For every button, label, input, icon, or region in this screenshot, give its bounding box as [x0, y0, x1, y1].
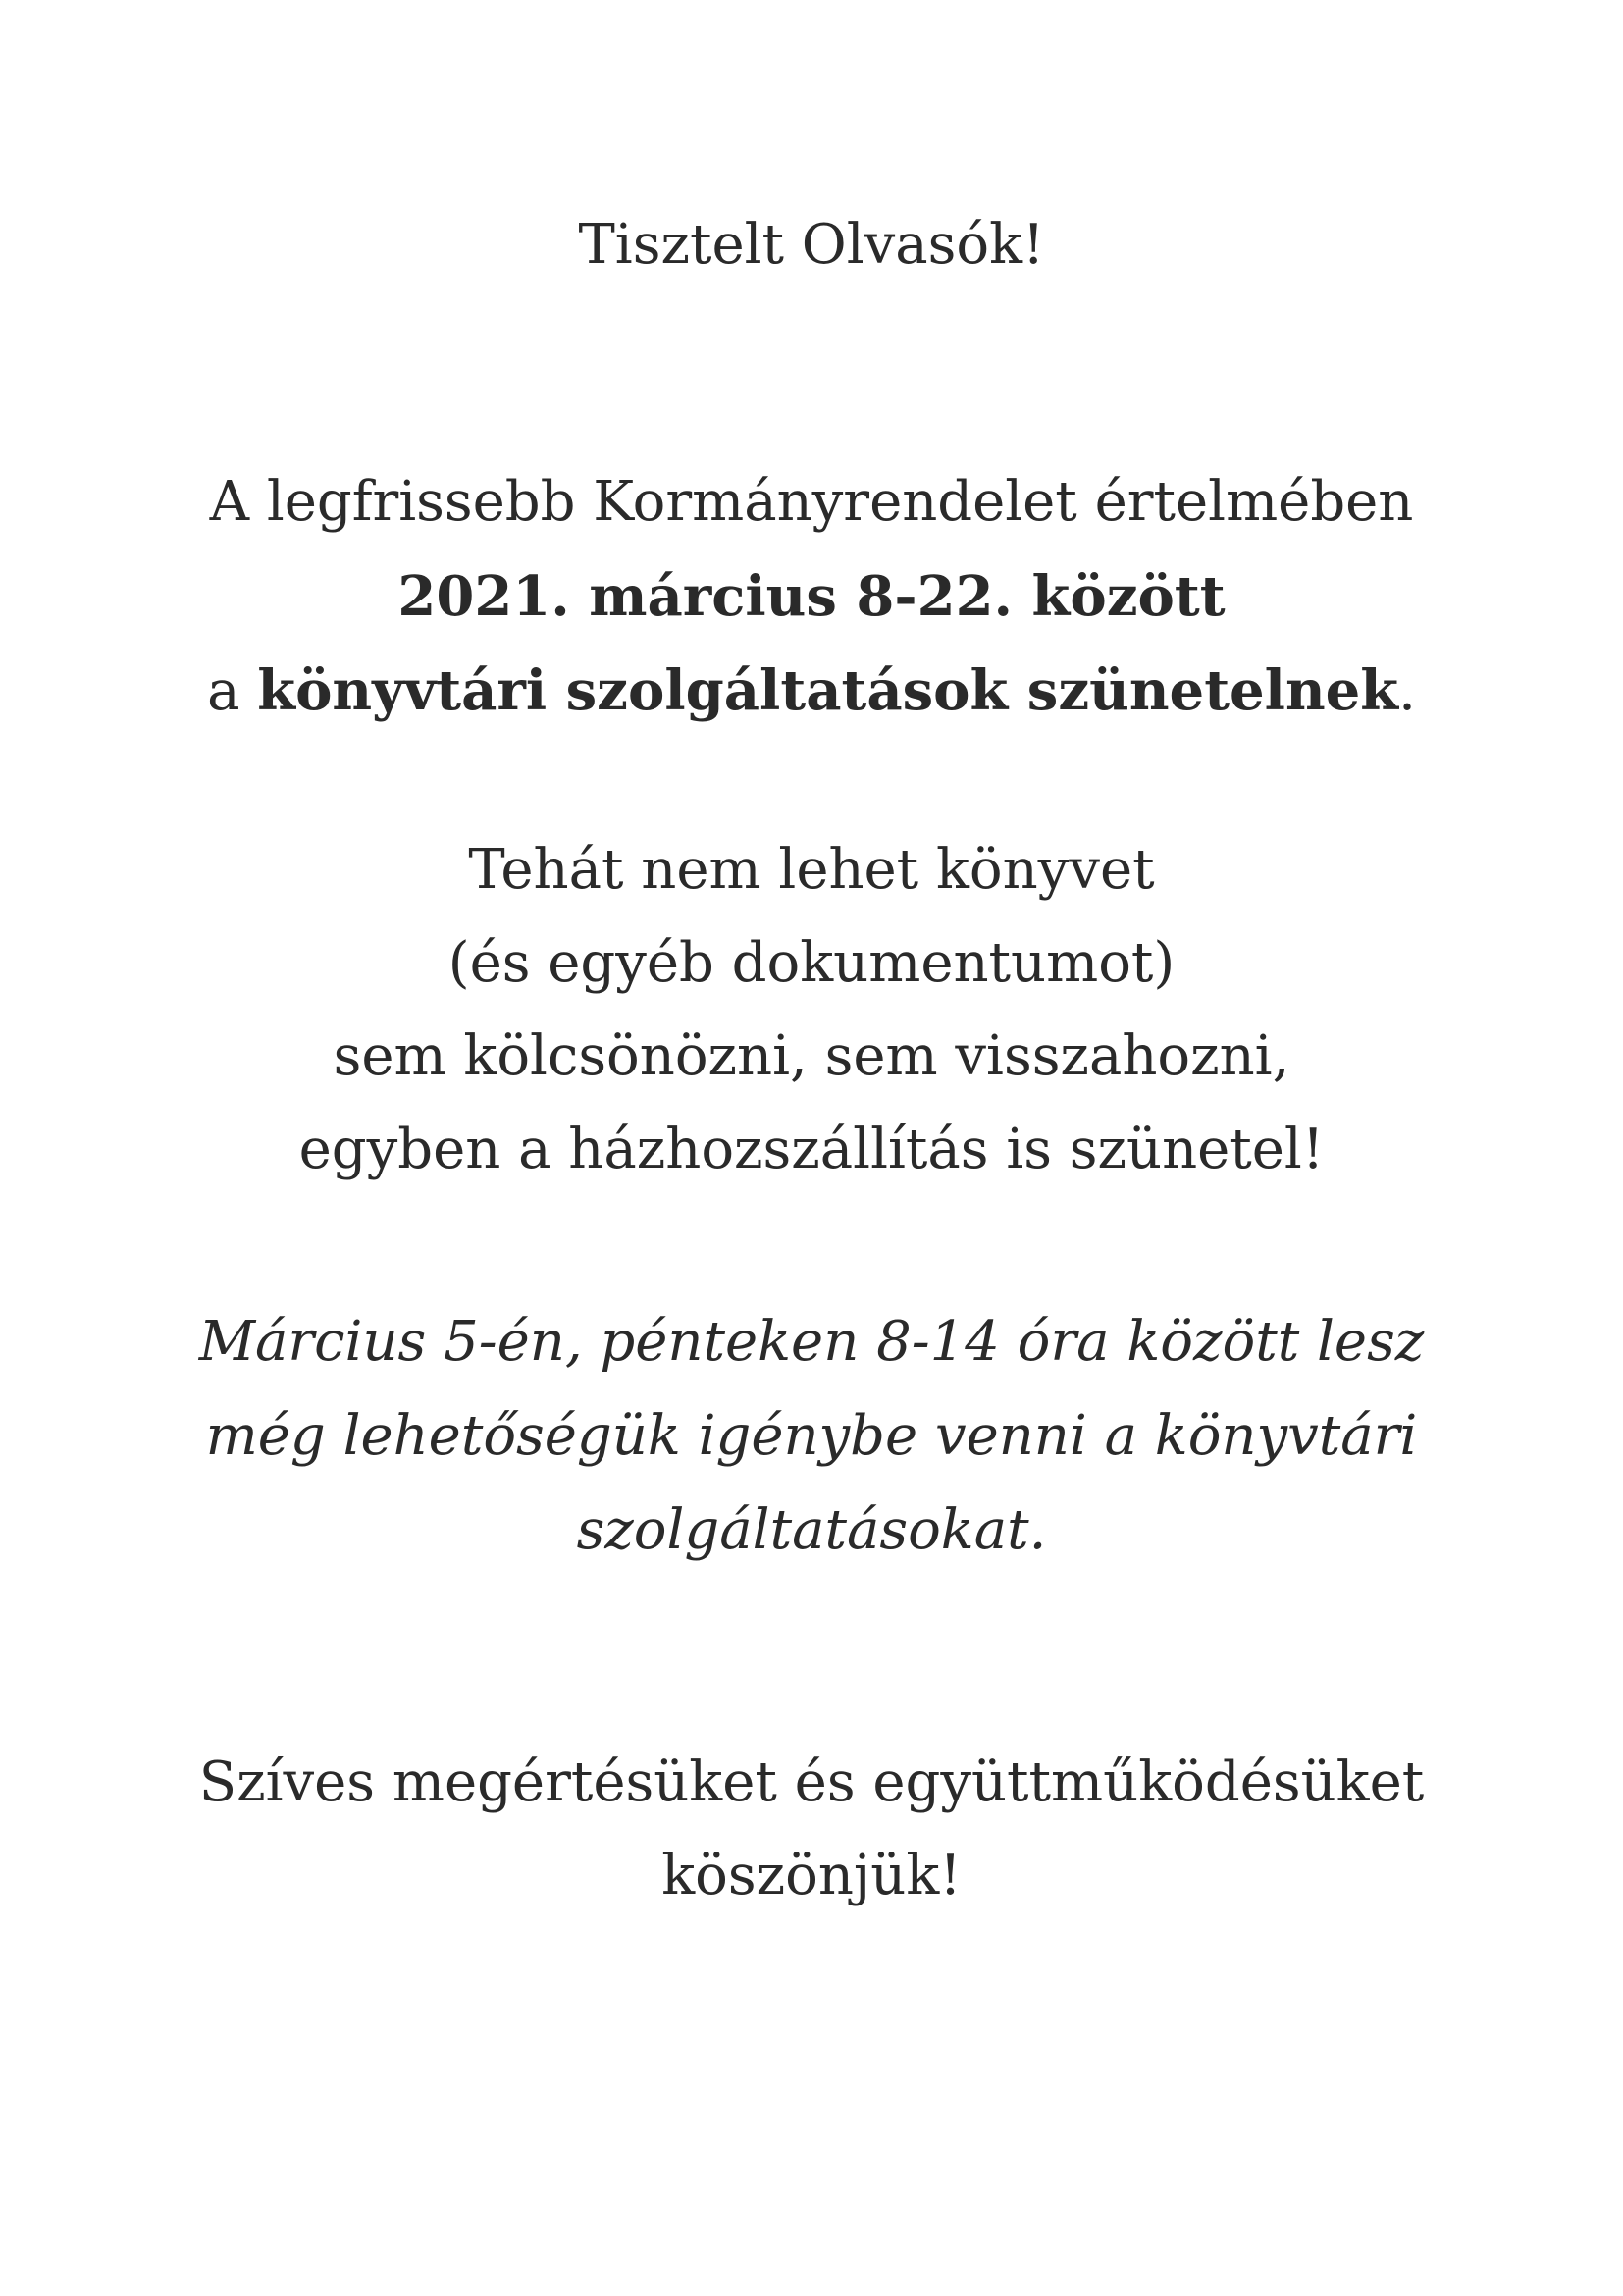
para1-line3 [0, 655, 1623, 727]
para3-line3: szolgáltatásokat. [576, 1498, 1047, 1562]
para2-line4: egyben a házhozszállítás is szünetel! [298, 1118, 1325, 1181]
para1-line3-suffix: . [1398, 659, 1416, 723]
services-suspended: könyvtári szolgáltatások szünetelnek [257, 658, 1399, 723]
para3-line1: Március 5-én, pénteken 8-14 óra között lesz [198, 1310, 1425, 1374]
para2-line1: Tehát nem lehet könyvet [468, 838, 1155, 902]
para1-line3-prefix: a [207, 659, 240, 723]
para2-line2: (és egyéb dokumentumot) [447, 931, 1176, 995]
greeting: Tisztelt Olvasók! [578, 213, 1045, 277]
closing-line2: köszönjük! [661, 1844, 962, 1907]
date-range: 2021. március 8-22. között [397, 564, 1226, 629]
closing-line1: Szíves megértésüket és együttműködésüket [198, 1750, 1425, 1814]
para2-line3: sem kölcsönözni, sem visszahozni, [333, 1024, 1290, 1088]
para3-line2: még lehetőségük igénybe venni a könyvtári [205, 1404, 1418, 1468]
para1-line1: A legfrissebb Kormányrendelet értelmében [209, 470, 1414, 534]
